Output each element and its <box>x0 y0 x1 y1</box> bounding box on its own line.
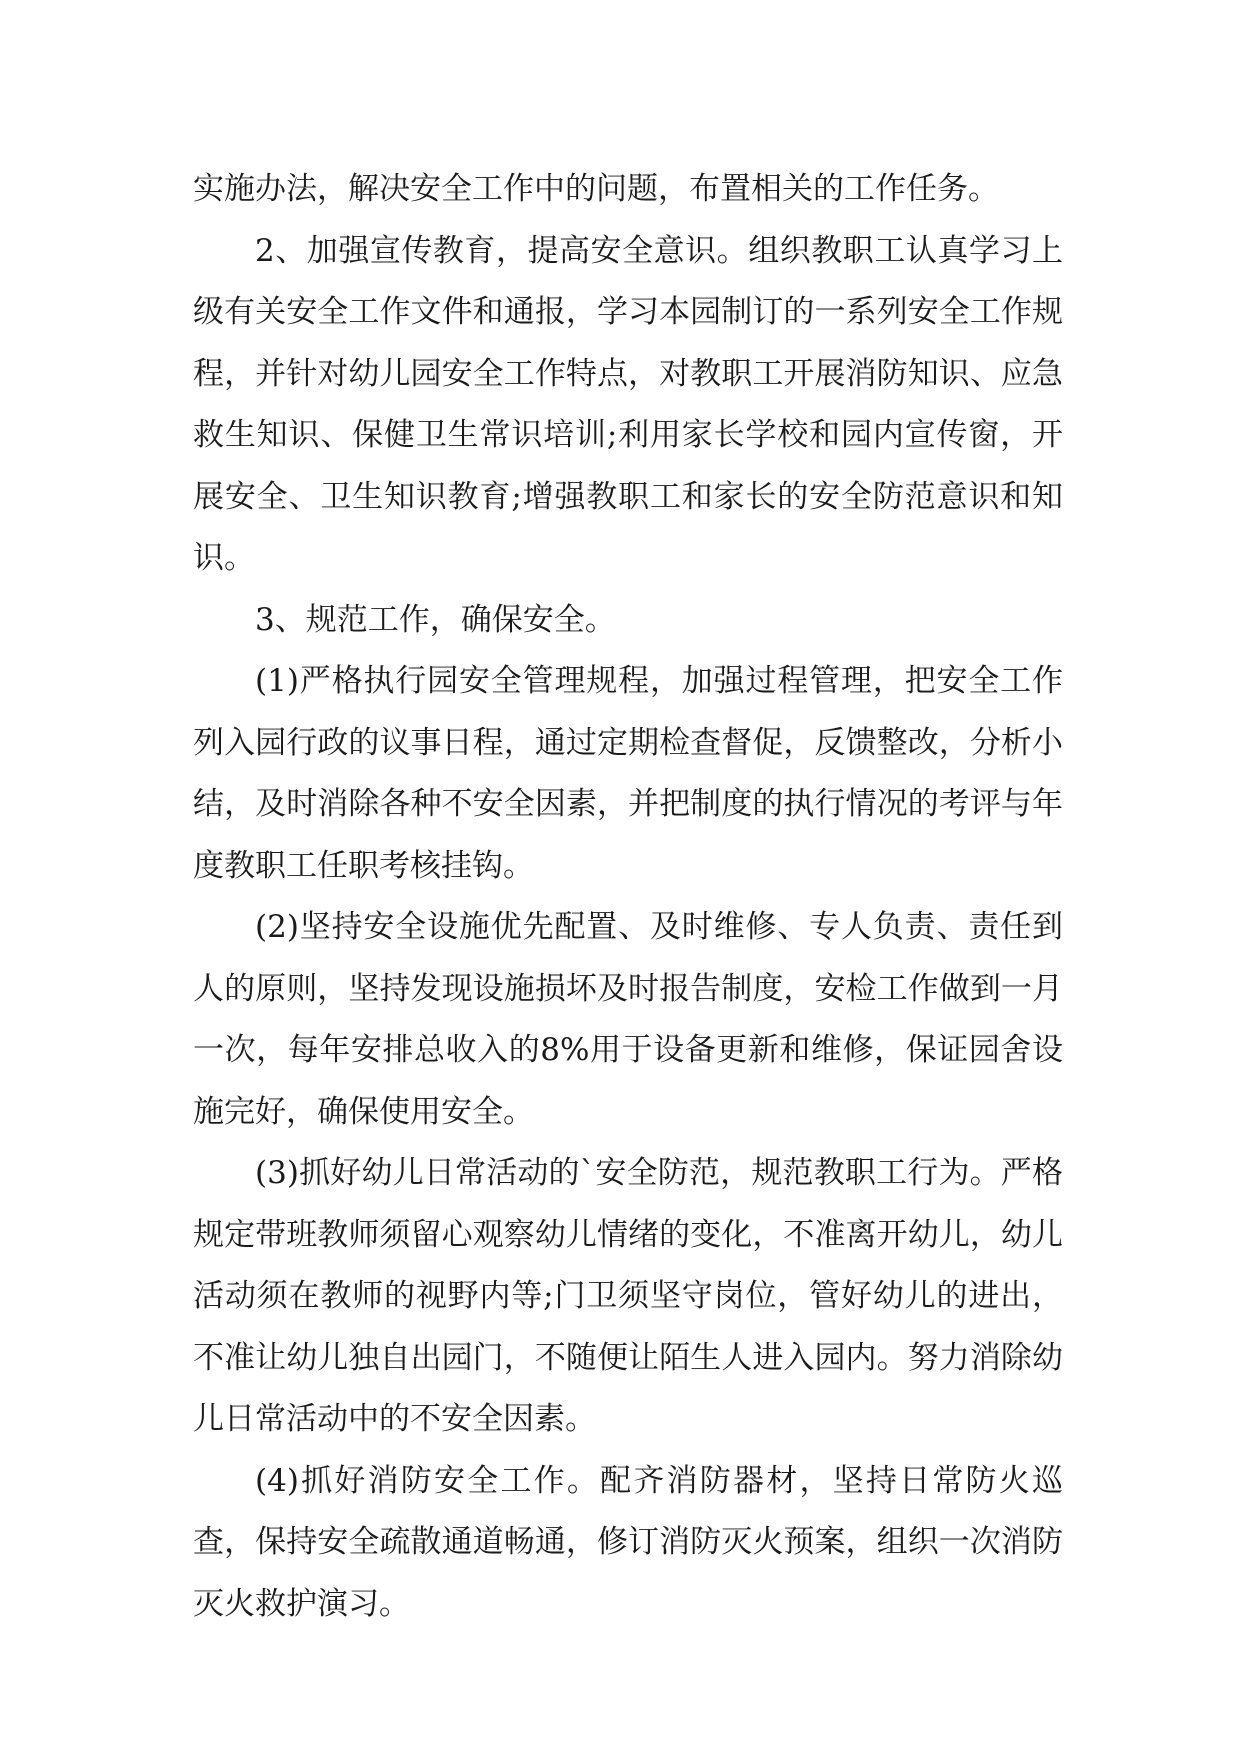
paragraph-item-3: (3)抓好幼儿日常活动的`安全防范，规范教职工行为。严格规定带班教师须留心观察幼儿情绪的变化，不准离开幼儿，幼儿活动须在教师的视野内等;门卫须坚守岗位，管好幼儿的进出，不准让幼儿独自出园门，不随便让陌生人进入园内。努力消除幼儿日常活动中的不安全因素。 <box>193 1155 1063 1437</box>
paragraph-item-2: (2)坚持安全设施优先配置、及时维修、专人负责、责任到人的原则，坚持发现设施损坏及时报告制度，安检工作做到一月一次，每年安排总收入的8%用于设备更新和维修，保证园舍设施完好，确保使用安全。 <box>193 909 1063 1130</box>
paragraph-continuation: 实施办法，解决安全工作中的问题，布置相关的工作任务。 <box>193 171 999 207</box>
document-body <box>193 159 1063 1635</box>
paragraph-item-1: (1)严格执行园安全管理规程，加强过程管理，把安全工作列入园行政的议事日程，通过定期检查督促，反馈整改，分析小结，及时消除各种不安全因素，并把制度的执行情况的考评与年度教职工任职考核挂钩。 <box>193 663 1063 884</box>
paragraph-item-4: (4)抓好消防安全工作。配齐消防器材，坚持日常防火巡查，保持安全疏散通道畅通，修订消防灭火预案，组织一次消防灭火救护演习。 <box>193 1462 1063 1622</box>
paragraph-standardize-work: 3、规范工作，确保安全。 <box>255 601 616 638</box>
paragraph-publicity-education: 2、加强宣传教育，提高安全意识。组织教职工认真学习上级有关安全工作文件和通报，学习本园制订的一系列安全工作规程，并针对幼儿园安全工作特点，对教职工开展消防知识、应急救生知识、保健卫生常识培训;利用家长学校和园内宣传窗，开展安全、卫生知识教育;增强教职工和家长的安全防范意识和知识。 <box>193 232 1063 576</box>
